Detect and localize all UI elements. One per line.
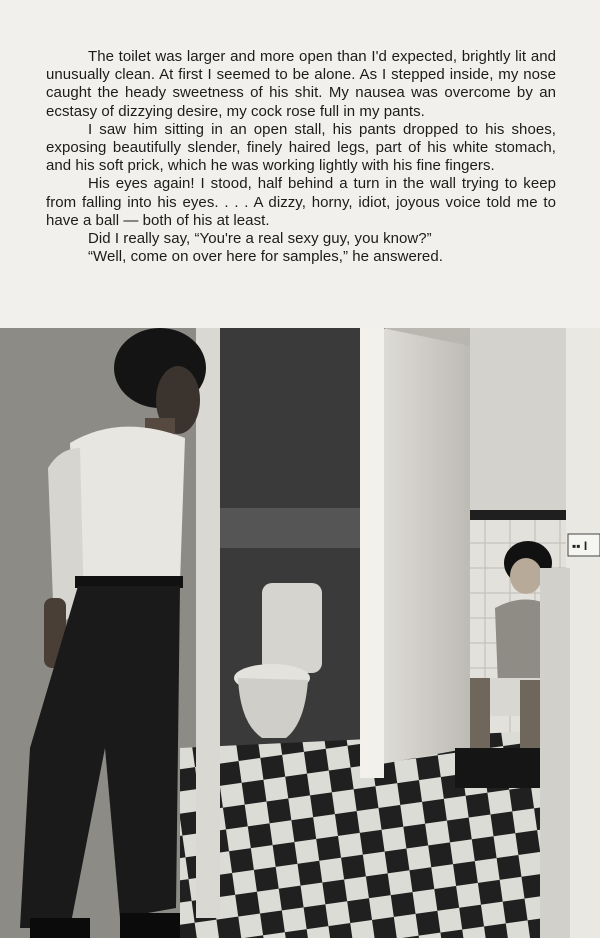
- paragraph-2: I saw him sitting in an open stall, his pants dropped to his shoes, exposing beautifully slender, finely haired legs, part of his white stomach, and his soft prick, which he was working lightly with his fine fingers.: [46, 120, 556, 175]
- story-text: [46, 48, 556, 266]
- wall-edge: [196, 328, 220, 918]
- stall-partition: [360, 328, 470, 778]
- paragraph-4: Did I really say, “You're a real sexy guy, you know?”: [88, 230, 432, 248]
- bathroom-photo: [0, 328, 600, 938]
- door-sign: ▪▪ I: [572, 539, 588, 553]
- photo-illustration: [0, 328, 600, 938]
- paragraph-5: “Well, come on over here for samples,” he answered.: [88, 248, 443, 266]
- paragraph-1: The toilet was larger and more open than I'd expected, brightly lit and unusually clean. At first I seemed to be alone. As I stepped inside, my nose caught the heady sweetness of his shit. My nausea was overcome by an ecstasy of dizzying desire, my cock rose full in my pants.: [46, 48, 556, 120]
- paragraph-3: His eyes again! I stood, half behind a turn in the wall trying to keep from falling into his eyes. . . . A dizzy, horny, idiot, joyous voice told me to have a ball — both of his at least.: [46, 175, 556, 229]
